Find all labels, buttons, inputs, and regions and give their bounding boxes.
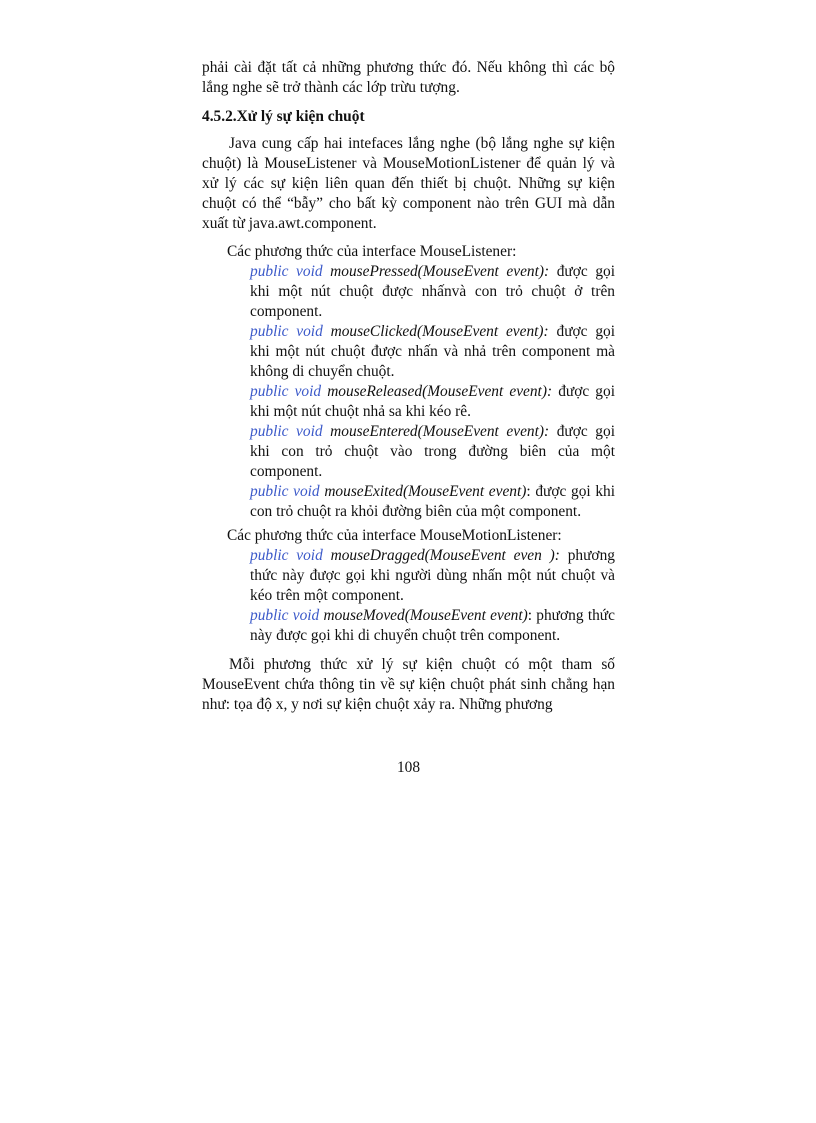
method-signature: mouseClicked(MouseEvent event): bbox=[330, 323, 549, 340]
method-description: : được gọi khi con trỏ chuột ra khỏi đường biên của một component. bbox=[250, 483, 615, 520]
method-signature: mouseMoved(MouseEvent event) bbox=[323, 607, 528, 624]
method-description: được gọi khi một nút chuột được nhấnvà con trỏ chuột ở trên component. bbox=[250, 263, 615, 320]
mouse-motion-listener-title: Các phương thức của interface MouseMotionListener: bbox=[227, 527, 562, 544]
method-mouse-pressed bbox=[250, 262, 615, 322]
method-description: được gọi khi con trỏ chuột vào trong đường biên của một component. bbox=[250, 423, 615, 480]
closing-paragraph: Mỗi phương thức xử lý sự kiện chuột có một tham số MouseEvent chứa thông tin về sự kiện chuột phát sinh chẳng hạn như: tọa độ x, y nơi sự kiện chuột xảy ra. Những phương bbox=[202, 656, 615, 713]
method-description: được gọi khi một nút chuột được nhấn và nhả trên component mà không di chuyển chuột. bbox=[250, 323, 615, 380]
method-mouse-moved bbox=[250, 606, 615, 646]
method-mouse-entered bbox=[250, 422, 615, 482]
method-signature: mouseDragged(MouseEvent even ): bbox=[330, 547, 560, 564]
method-keyword: public void bbox=[250, 263, 323, 280]
method-signature: mouseReleased(MouseEvent event): bbox=[327, 383, 553, 400]
method-keyword: public void bbox=[250, 483, 320, 500]
method-keyword: public void bbox=[250, 323, 323, 340]
method-mouse-released bbox=[250, 382, 615, 422]
method-keyword: public void bbox=[250, 383, 322, 400]
method-signature: mouseExited(MouseEvent event) bbox=[324, 483, 527, 500]
method-signature: mouseEntered(MouseEvent event): bbox=[330, 423, 550, 440]
method-keyword: public void bbox=[250, 423, 323, 440]
method-description: phương thức này được gọi khi người dùng nhấn một nút chuột và kéo trên một component. bbox=[250, 547, 615, 604]
mouse-listener-title: Các phương thức của interface MouseListener: bbox=[227, 243, 517, 260]
intro-paragraph: phải cài đặt tất cả những phương thức đó. Nếu không thì các bộ lắng nghe sẽ trở thành các lớp trừu tượng. bbox=[202, 59, 615, 96]
method-signature: mousePressed(MouseEvent event): bbox=[330, 263, 550, 280]
method-mouse-dragged bbox=[250, 546, 615, 606]
method-description: được gọi khi một nút chuột nhả sa khi kéo rê. bbox=[250, 383, 615, 420]
method-mouse-exited bbox=[250, 482, 615, 522]
method-description: : phương thức này được gọi khi di chuyển chuột trên component. bbox=[250, 607, 615, 644]
page-number: 108 bbox=[396, 759, 421, 776]
method-keyword: public void bbox=[250, 607, 320, 624]
page-content bbox=[202, 58, 615, 715]
method-mouse-clicked bbox=[250, 322, 615, 382]
section-heading: 4.5.2.Xử lý sự kiện chuột bbox=[202, 108, 365, 125]
section-paragraph: Java cung cấp hai intefaces lắng nghe (bộ lắng nghe sự kiện chuột) là MouseListener và MouseMotionListener để quản lý và xử lý các sự kiện liên quan đến thiết bị chuột. Những sự kiện chuột có thể “bẫy” cho bất kỳ component nào trên GUI mà dẫn xuất từ java.awt.component. bbox=[202, 135, 615, 232]
method-keyword: public void bbox=[250, 547, 323, 564]
